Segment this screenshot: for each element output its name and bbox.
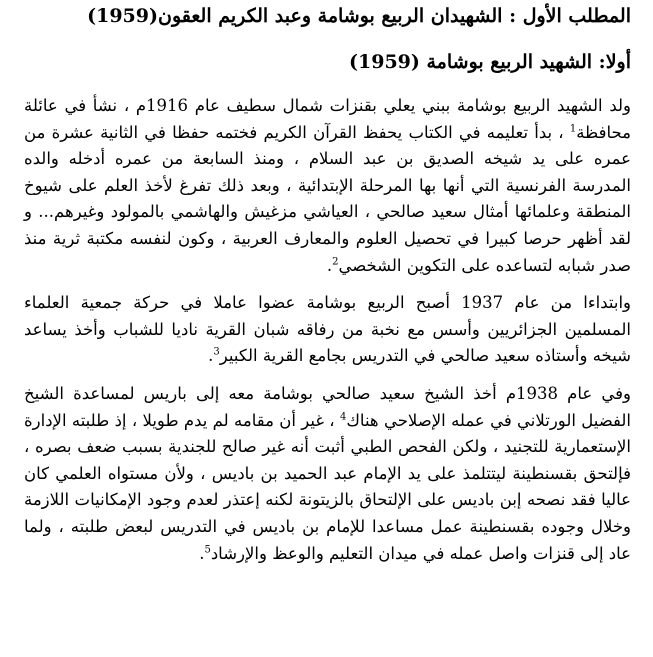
section-title: المطلب الأول : الشهيدان الربيع بوشامة وعبد الكريم العقون(1959) [87,5,631,27]
subsection-title: أولا: الشهيد الربيع بوشامة (1959) [349,51,631,73]
footnote-reference[interactable]: 1 [569,123,577,135]
footnote-reference[interactable]: 3 [213,346,220,358]
paragraph-end-mark: . [208,346,214,366]
paragraph-text: ، بدأ تعليمه في الكتاب يحفظ القرآن الكريم فختمه حفظا في الثانية عشرة من عمره على يد شيخه الصديق بن عبد السلام ، ومنذ السابعة من عمره أدخله والده المدرسة الفرنسية التي أنها بها المرحلة الإبتدائية ، وبعد ذلك تفرغ لأخذ العلم على شيوخ المنطقة وعلمائها أمثال سعيد صالحي ، العياشي مزغيش والهاشمي بالمولود وغيرهم... و لقد أظهر حرصا كبيرا في تحصيل العلوم والمعارف العربية ، وكون لنفسه مكتبة ثرية منذ صدر شبابه لتساعده على التكوين الشخصي [24,122,631,275]
paragraph-text: وفي عام 1938م أخذ الشيخ سعيد صالحي بوشامة معه إلى باريس لمساعدة الشيخ الفضيل الورتلاني في عمله الإصلاحي هناك [24,383,631,430]
paragraph-paris-constantine [24,381,631,567]
paragraph-birth-education [24,93,631,279]
paragraph-text: ولد الشهيد الربيع بوشامة ببني يعلي بقنزات شمال سطيف عام 1916م ، نشأ في عائلة محافظة [24,96,631,142]
paragraph-end-mark: . [199,543,205,563]
paragraph-text: وابتداءا من عام 1937 أصبح الربيع بوشامة عضوا عاملا في حركة جمعية العلماء المسلمين الجزائريين وأسس مع نخبة من رفاقه شبان القرية ناديا للشباب وأخذ يساعد شيخه وأستاذه سعيد صالحي في التدريس بجامع القرية الكبير [24,293,631,366]
footnote-reference[interactable]: 4 [339,411,347,423]
paragraph-text: ، غير أن مقامه لم يدم طويلا ، إذ طلبته الإدارة الإستعمارية للتجنيد ، ولكن الفحص الطبي أثبت أنه غير صالح للجندية بسبب ضعف بصره ، فإلتحق بقسنطينة ليتتلمذ على يد الإمام عبد الحميد بن باديس ، ولأن مستواه العلمي كان عاليا فقد نصحه إبن باديس على الإلتحاق بالزيتونة لكنه إعتذر لعدم وجود الإمكانيات اللازمة وخلال وجوده بقسنطينة عمل مساعدا للإمام بن باديس في التدريس لبعض طلبته ، ولما عاد إلى قنزات واصل عمله في ميدان التعليم والوعظ والإرشاد [24,410,631,563]
paragraph-association-membership [24,290,631,370]
paragraph-end-mark: . [326,255,333,275]
footnote-reference[interactable]: 2 [332,256,339,268]
footnote-reference[interactable]: 5 [204,544,211,555]
